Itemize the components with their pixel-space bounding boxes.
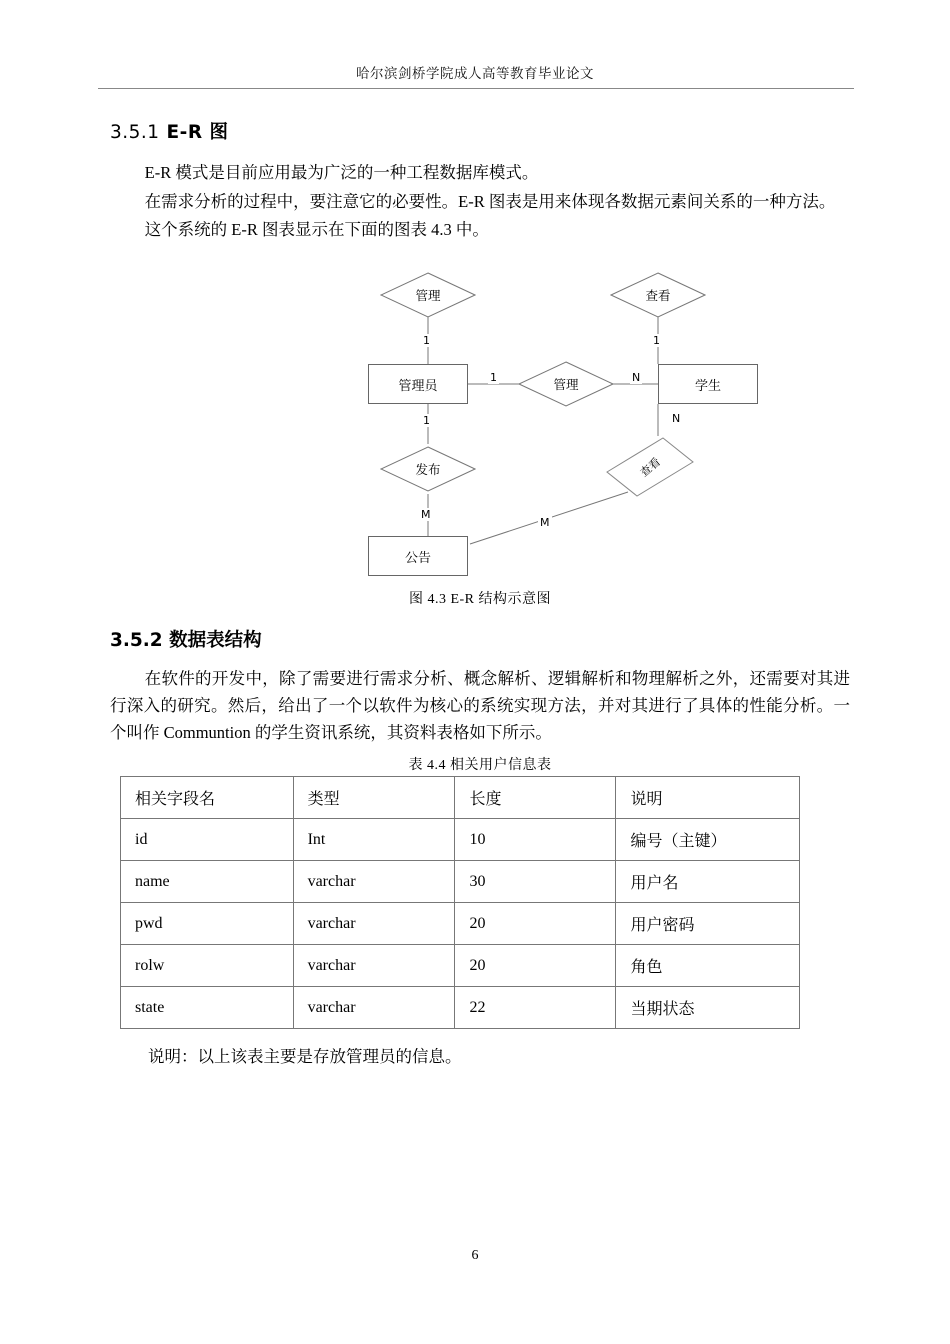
er-node-view-top [610,272,706,318]
er-edge-label-8: M [540,516,550,530]
table-cell: state [121,987,294,1029]
table-header-cell: 长度 [455,777,616,819]
table-cell: id [121,819,294,861]
table-cell: 30 [455,861,616,903]
table-cell: 20 [455,903,616,945]
page-number: 6 [471,1248,479,1263]
table-row [121,987,800,1029]
er-node-label: 查看 [637,455,663,480]
er-diagram-lines [110,254,850,584]
er-node-label: 管理员 [398,378,438,394]
table-cell: 22 [455,987,616,1029]
table-note: 说明：以上该表主要是存放管理员的信息。 [148,1047,462,1067]
table-cell: varchar [293,987,455,1029]
table-cell: varchar [293,903,455,945]
er-node-manage-top [380,272,476,318]
er-node-label: 管理 [553,377,579,393]
table-cell: varchar [293,945,455,987]
table-cell: 10 [455,819,616,861]
er-node-notice [368,536,468,576]
table-header-row [121,777,800,819]
er-node-label: 公告 [404,550,431,566]
table-cell: 20 [455,945,616,987]
table-cell: 用户密码 [616,903,800,945]
er-edge-label-5: N [672,412,681,426]
paragraph-4: 在软件的开发中，除了需要进行需求分析、概念解析、逻辑解析和物理解析之外，还需要对其进行深入的研究。然后，给出了一个以软件为核心的系统实现方法，并对其进行了具体的性能分析。一个叫作 Communtion 的学生资讯系统，其资料表格如下所示。 [110,669,850,742]
er-node-label: 管理 [415,288,441,304]
table-cell: varchar [293,861,455,903]
table-cell: Int [293,819,455,861]
table-row [121,819,800,861]
table-row [121,861,800,903]
paragraph-3: 这个系统的 E-R 图表显示在下面的图表 4.3 中。 [144,220,489,240]
table-cell: 角色 [616,945,800,987]
er-edge-label-1: 1 [423,334,430,348]
er-edge-label-3: 1 [490,371,497,385]
header-divider [98,88,854,89]
table-header-cell: 相关字段名 [121,777,294,819]
er-node-label: 查看 [645,288,671,304]
er-edge-label-6: 1 [423,414,430,428]
er-node-manage-mid [518,361,614,407]
paragraph-1: E-R 模式是目前应用最为广泛的一种工程数据库模式。 [144,163,539,182]
section-number-351: 3.5.1 [110,122,160,143]
er-node-admin [368,364,468,404]
table-caption: 表 4.4 相关用户信息表 [408,758,552,774]
section-heading-351 [110,118,850,144]
table-row [121,903,800,945]
page-header: 哈尔滨剑桥学院成人高等教育毕业论文 [356,66,594,82]
section-title-351: E-R 图 [166,122,229,143]
table-cell: name [121,861,294,903]
er-node-publish [380,446,476,492]
user-info-table [120,776,800,1029]
table-row [121,945,800,987]
section-heading-352 [110,626,850,652]
er-edge-label-4: N [632,371,641,385]
section-title-352: 数据表结构 [169,630,262,652]
table-cell: 编号（主键） [616,819,800,861]
table-cell: 当期状态 [616,987,800,1029]
er-diagram [110,254,850,584]
er-node-view-tilted [605,436,695,498]
figure-caption: 图 4.3 E-R 结构示意图 [408,592,552,608]
paragraph-2: 在需求分析的过程中，要注意它的必要性。E-R 图表是用来体现各数据元素间关系的一种方法。 [144,191,836,211]
er-node-label: 发布 [415,462,441,478]
er-node-label: 学生 [694,378,721,394]
table-cell: rolw [121,945,294,987]
table-cell: 用户名 [616,861,800,903]
er-edge-label-2: 1 [653,334,660,348]
er-node-student [658,364,758,404]
page-content [110,118,850,1067]
section-number-352: 3.5.2 [110,630,163,652]
table-header-cell: 说明 [616,777,800,819]
table-header-cell: 类型 [293,777,455,819]
table-cell: pwd [121,903,294,945]
er-edge-label-7: M [421,508,431,522]
